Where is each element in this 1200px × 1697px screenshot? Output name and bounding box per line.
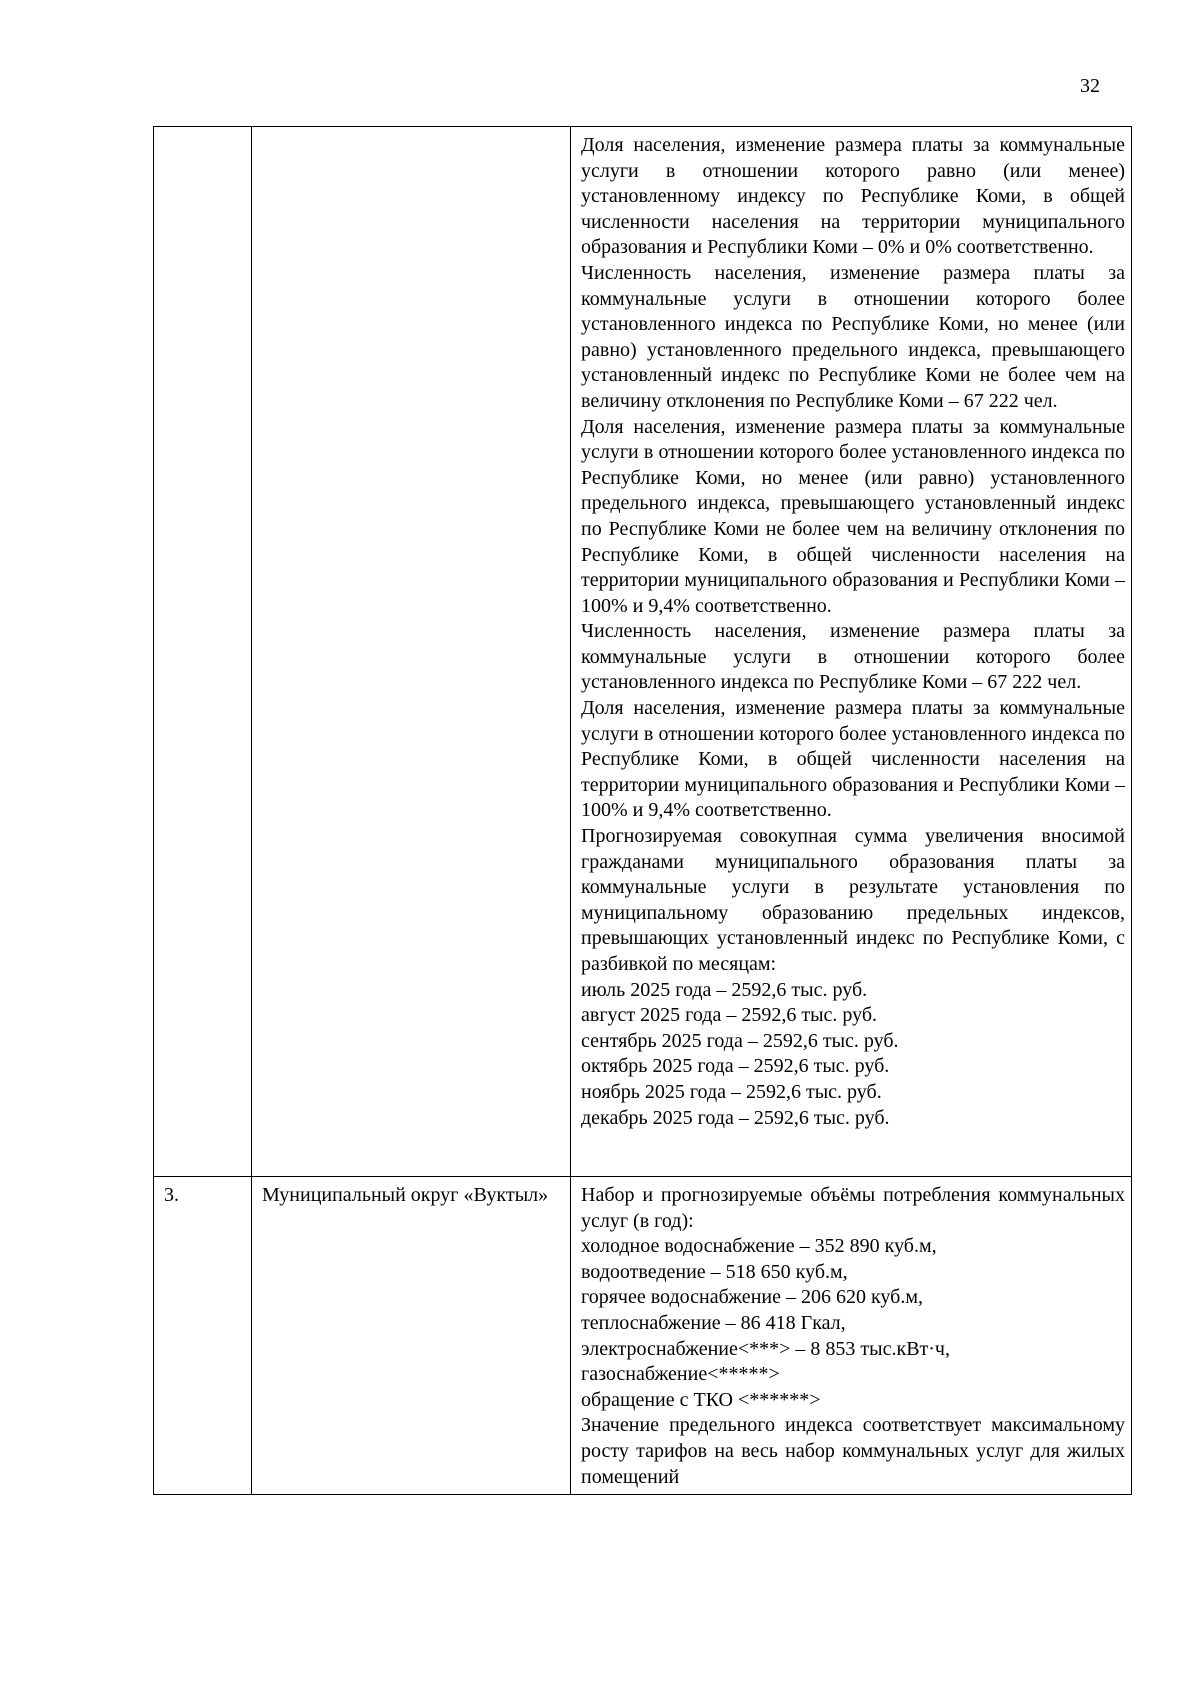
monthly-amount: август 2025 года – 2592,6 тыс. руб. (581, 1004, 878, 1027)
details-paragraph: Численность населения, изменение размера платы за коммунальные услуги в отношении которого более установленного индекса по Республике Коми – 67 222 чел. (581, 620, 1125, 694)
monthly-amount: июль 2025 года – 2592,6 тыс. руб. (581, 978, 868, 1001)
municipality-name: Муниципальный округ «Вуктыл» (262, 1184, 549, 1206)
service-item: холодное водоснабжение – 352 890 куб.м, (581, 1235, 937, 1258)
municipality-cell (252, 1177, 571, 1495)
table-row (154, 127, 1132, 1177)
details-cell (571, 127, 1132, 1177)
row-number: 3. (164, 1184, 179, 1206)
details-paragraph: Доля населения, изменение размера платы за коммунальные услуги в отношении которого более установленного индекса по Республике Коми, в общей численности населения на территории муниципального образования и Республики Коми – 100% и 9,4% соответственно. (581, 697, 1125, 822)
service-item: обращение с ТКО <******> (581, 1388, 821, 1411)
municipality-cell (252, 127, 571, 1177)
service-item: теплоснабжение – 86 418 Гкал, (581, 1311, 846, 1334)
details-paragraph: Численность населения, изменение размера платы за коммунальные услуги в отношении которого более установленного индекса по Республике Коми, но менее (или равно) установленного предельного индекса, превышающего установленный индекс по Республике Коми не более чем на величину отклонения по Республике Коми – 67 222 чел. (581, 261, 1125, 412)
row-number-cell (154, 127, 252, 1177)
service-item: электроснабжение<***> – 8 853 тыс.кВт·ч, (581, 1337, 950, 1360)
index-table (153, 126, 1132, 1495)
details-paragraph: Прогнозируемая совокупная сумма увеличения вносимой гражданами муниципального образования платы за коммунальные услуги в результате установления по муниципальному образованию предельных индексов, превышающих установленный индекс по Республике Коми, с разбивкой по месяцам: (581, 825, 1125, 975)
service-item: водоотведение – 518 650 куб.м, (581, 1260, 848, 1283)
service-item: горячее водоснабжение – 206 620 куб.м, (581, 1286, 923, 1309)
row-number-cell (154, 1177, 252, 1495)
details-paragraph: Доля населения, изменение размера платы за коммунальные услуги в отношении которого более установленного индекса по Республике Коми, но менее (или равно) установленного предельного индекса, превышающего установленный индекс по Республике Коми не более чем на величину отклонения по Республике Коми, в общей численности населения на территории муниципального образования и Республики Коми – 100% и 9,4% соответственно. (581, 415, 1125, 617)
monthly-amount: октябрь 2025 года – 2592,6 тыс. руб. (581, 1055, 890, 1078)
table-row (154, 1177, 1132, 1495)
page-number: 32 (1080, 75, 1100, 97)
monthly-amount: декабрь 2025 года – 2592,6 тыс. руб. (581, 1106, 890, 1129)
services-intro: Набор и прогнозируемые объёмы потребления коммунальных услуг (в год): (581, 1184, 1125, 1232)
monthly-amount: сентябрь 2025 года – 2592,6 тыс. руб. (581, 1029, 899, 1052)
details-paragraph: Доля населения, изменение размера платы за коммунальные услуги в отношении которого равно (или менее) установленному индексу по Республике Коми, в общей численности населения на территории муниципального образования и Республики Коми – 0% и 0% соответственно. (581, 134, 1125, 259)
monthly-amount: ноябрь 2025 года – 2592,6 тыс. руб. (581, 1080, 882, 1103)
details-cell (571, 1177, 1132, 1495)
service-item: газоснабжение<*****> (581, 1363, 780, 1386)
closing-paragraph: Значение предельного индекса соответствует максимальному росту тарифов на весь набор коммунальных услуг для жилых помещений (581, 1414, 1125, 1488)
